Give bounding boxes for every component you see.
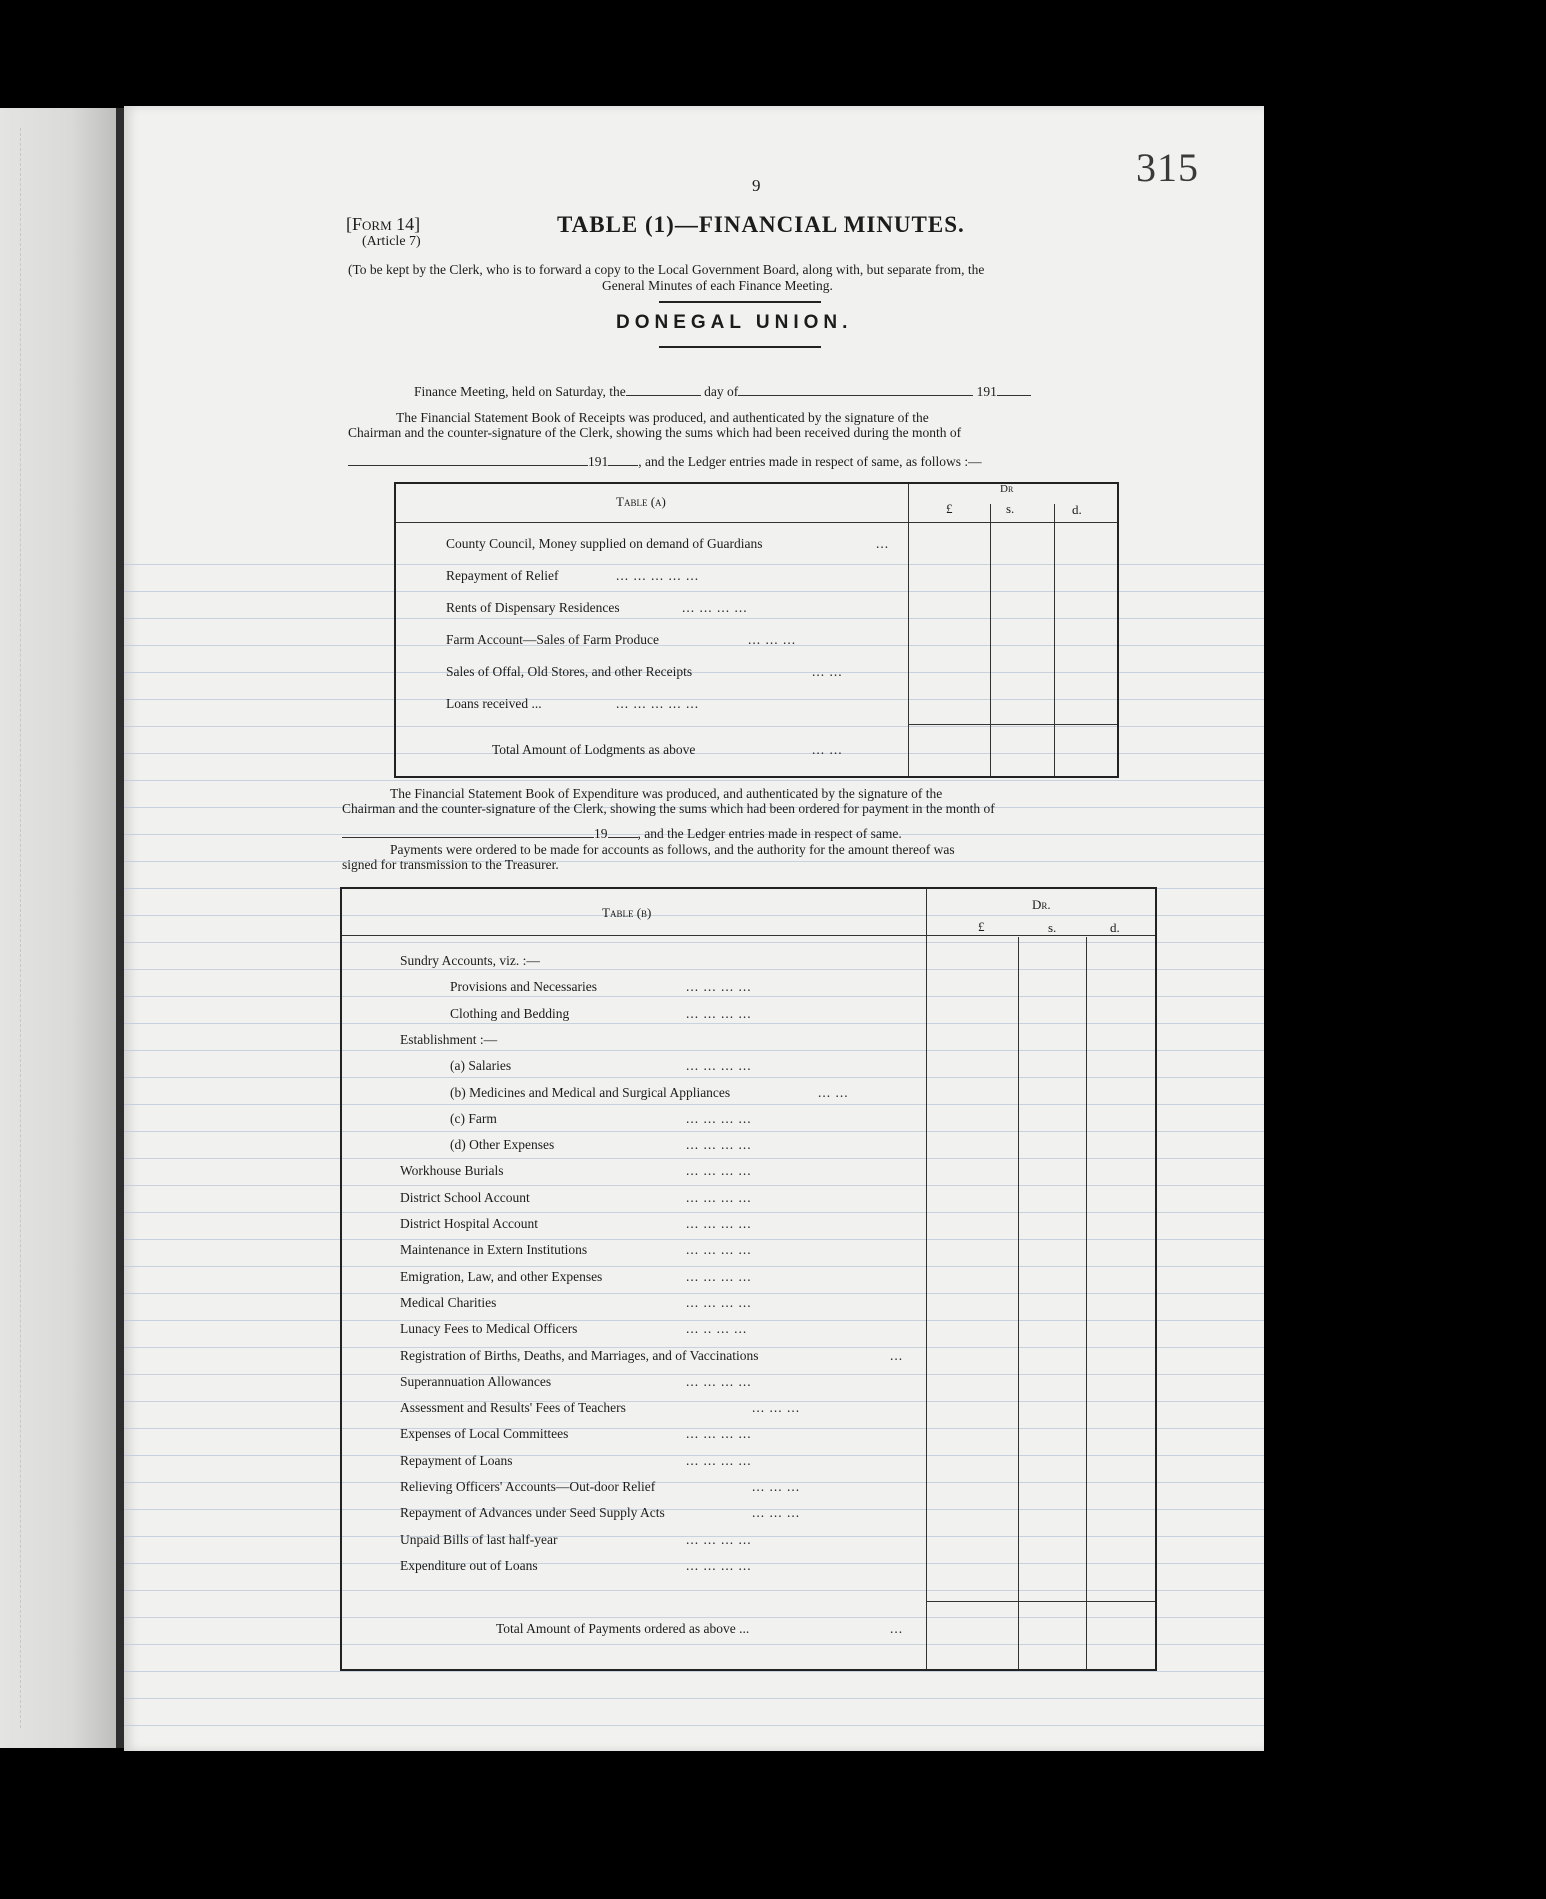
table-b-row-dots: ... ... ... ... bbox=[686, 1426, 752, 1442]
page-number: 9 bbox=[752, 176, 761, 195]
table-b-row-dots: ... ... ... ... bbox=[686, 1531, 752, 1547]
folio-number: 315 bbox=[1136, 145, 1199, 190]
table-a-divider-amount bbox=[908, 484, 909, 776]
table-b-heading: Table (b) bbox=[602, 905, 652, 920]
table-b-col-shillings: s. bbox=[1048, 920, 1057, 935]
table-a-row-label: Repayment of Relief bbox=[446, 568, 559, 583]
page-title: TABLE (1)—FINANCIAL MINUTES. bbox=[557, 212, 965, 237]
table-b-row-dots: ... .. ... ... bbox=[686, 1321, 748, 1337]
table-a-divider-shillings bbox=[990, 504, 991, 776]
instruction-note-line1: (To be kept by the Clerk, who is to forward a copy to the Local Government Board, along with, but separate from, the bbox=[348, 262, 985, 277]
article-label: (Article 7) bbox=[362, 234, 421, 249]
meeting-line bbox=[414, 384, 1031, 400]
receipts-year-blank[interactable] bbox=[608, 454, 638, 466]
table-b-row-label: (c) Farm bbox=[450, 1110, 497, 1126]
table-b bbox=[340, 887, 1157, 1671]
table-b-row-label: Establishment :— bbox=[400, 1031, 498, 1047]
table-b-row-label: Workhouse Burials bbox=[400, 1163, 504, 1179]
table-b-row-label: Unpaid Bills of last half-year bbox=[400, 1531, 558, 1547]
table-b-row-dots: ... ... ... ... bbox=[686, 1242, 752, 1258]
table-a-total-rule bbox=[908, 724, 1117, 725]
table-b-row-label: Registration of Births, Deaths, and Marriages, and of Vaccinations bbox=[400, 1347, 759, 1363]
table-b-row-dots: ... ... ... ... bbox=[686, 1268, 752, 1284]
table-a-row-dots: ... ... ... ... ... bbox=[616, 568, 700, 583]
expenditure-text-line4: Payments were ordered to be made for accounts as follows, and the authority for the amount thereof was bbox=[390, 842, 955, 857]
receipts-text-line1: The Financial Statement Book of Receipts was produced, and authenticated by the signature of the bbox=[396, 410, 929, 425]
table-b-row-label: Emigration, Law, and other Expenses bbox=[400, 1268, 603, 1284]
ruled-line bbox=[124, 1698, 1264, 1699]
table-a bbox=[394, 482, 1119, 778]
ruled-line bbox=[124, 1725, 1264, 1726]
month-blank[interactable] bbox=[738, 384, 973, 396]
expenditure-year-blank[interactable] bbox=[608, 826, 638, 838]
meeting-year: 191 bbox=[976, 384, 997, 399]
table-b-divider-shillings bbox=[1018, 937, 1019, 1669]
table-b-row-dots: ... ... ... ... bbox=[686, 979, 752, 995]
table-b-row-label: District School Account bbox=[400, 1189, 530, 1205]
table-b-row-dots: ... ... ... ... bbox=[686, 1373, 752, 1389]
ruled-line bbox=[124, 1671, 1264, 1672]
table-a-col-pence: d. bbox=[1072, 502, 1082, 517]
title-rule-bottom bbox=[659, 346, 821, 348]
instruction-note-line2: General Minutes of each Finance Meeting. bbox=[602, 278, 833, 293]
table-a-header-rule bbox=[396, 522, 1117, 523]
table-b-total-label: Total Amount of Payments ordered as above ... bbox=[496, 1621, 750, 1636]
table-b-row-label: Expenses of Local Committees bbox=[400, 1426, 569, 1442]
table-b-divider-amount bbox=[926, 889, 927, 1669]
expenditure-text-line2: Chairman and the counter-signature of the Clerk, showing the sums which had been ordered for payment in the month of bbox=[342, 801, 995, 816]
table-a-row-label: Rents of Dispensary Residences bbox=[446, 600, 620, 615]
union-name: DONEGAL UNION. bbox=[616, 312, 853, 333]
table-b-row-label: Provisions and Necessaries bbox=[450, 979, 597, 995]
facing-page-edge bbox=[0, 108, 118, 1748]
table-a-total-label: Total Amount of Lodgments as above bbox=[492, 742, 696, 757]
table-a-col-shillings: s. bbox=[1006, 501, 1015, 516]
day-blank[interactable] bbox=[626, 384, 701, 396]
table-b-row-label: Clothing and Bedding bbox=[450, 1005, 570, 1021]
table-b-row-label: Superannuation Allowances bbox=[400, 1373, 552, 1389]
table-b-row-label: District Hospital Account bbox=[400, 1216, 538, 1231]
table-b-row-dots: ... ... ... ... bbox=[686, 1137, 752, 1153]
table-b-row-dots: ... ... ... ... bbox=[686, 1189, 752, 1205]
table-b-row-dots: ... ... ... bbox=[752, 1479, 801, 1494]
expenditure-month-blank[interactable] bbox=[342, 826, 594, 838]
table-b-row-dots: ... ... ... ... bbox=[686, 1216, 752, 1231]
table-b-row-label: (a) Salaries bbox=[450, 1058, 512, 1074]
table-b-row-dots: ... ... ... ... bbox=[686, 1452, 752, 1468]
table-a-row-label: Farm Account—Sales of Farm Produce bbox=[446, 632, 659, 647]
expenditure-text-line1: The Financial Statement Book of Expenditure was produced, and authenticated by the signature of the bbox=[390, 786, 943, 801]
table-b-row-label: Relieving Officers' Accounts—Out-door Relief bbox=[400, 1479, 656, 1494]
table-a-row-label: Loans received ... bbox=[446, 696, 542, 711]
table-b-row-dots: ... ... ... ... bbox=[686, 1058, 752, 1074]
table-b-row-label: Maintenance in Extern Institutions bbox=[400, 1242, 588, 1258]
table-b-row-label: (b) Medicines and Medical and Surgical Appliances bbox=[450, 1084, 731, 1100]
table-b-row-label: Assessment and Results' Fees of Teachers bbox=[400, 1400, 626, 1416]
table-a-divider-pence bbox=[1054, 504, 1055, 776]
table-b-row-label: Lunacy Fees to Medical Officers bbox=[400, 1321, 578, 1337]
receipts-text-line3 bbox=[348, 454, 982, 470]
year-blank[interactable] bbox=[997, 384, 1031, 396]
table-b-total-dots: ... bbox=[890, 1621, 904, 1636]
table-b-divider-pence bbox=[1086, 937, 1087, 1669]
table-b-row-dots: ... ... ... ... bbox=[686, 1557, 752, 1573]
table-b-row-label: (d) Other Expenses bbox=[450, 1137, 555, 1153]
table-b-row-label: Repayment of Advances under Seed Supply Acts bbox=[400, 1505, 665, 1521]
table-b-header-rule bbox=[342, 935, 1155, 936]
table-b-row-dots: ... ... ... ... bbox=[686, 1163, 752, 1179]
table-a-dr: Dr bbox=[1000, 483, 1014, 495]
receipts-follows: , and the Ledger entries made in respect of same, as follows :— bbox=[638, 454, 982, 469]
table-b-row-dots: ... ... ... bbox=[752, 1400, 801, 1416]
table-b-row-dots: ... ... bbox=[818, 1084, 849, 1100]
table-a-row-dots: ... ... ... ... bbox=[682, 600, 748, 615]
table-a-row-label: County Council, Money supplied on demand of Guardians bbox=[446, 536, 763, 551]
expenditure-text-line3 bbox=[342, 826, 902, 842]
table-a-row-dots: ... ... ... bbox=[748, 632, 797, 647]
expenditure-ledger: , and the Ledger entries made in respect of same. bbox=[637, 826, 902, 841]
table-b-row-label: Repayment of Loans bbox=[400, 1452, 513, 1468]
receipts-text-line2: Chairman and the counter-signature of the Clerk, showing the sums which had been received during the month of bbox=[348, 425, 962, 440]
ruled-line bbox=[124, 780, 1264, 781]
ruled-line bbox=[124, 861, 1264, 862]
table-a-total-dots: ... ... bbox=[812, 742, 843, 757]
document-page bbox=[124, 106, 1264, 1751]
table-b-dr: Dr. bbox=[1032, 897, 1051, 912]
receipts-year: 191 bbox=[588, 454, 609, 469]
expenditure-text-line5: signed for transmission to the Treasurer. bbox=[342, 857, 559, 872]
table-b-col-pence: d. bbox=[1110, 920, 1120, 935]
table-b-col-pounds: £ bbox=[978, 919, 985, 934]
table-b-row-dots: ... ... ... ... bbox=[686, 1110, 752, 1126]
table-b-row-label: Medical Charities bbox=[400, 1294, 497, 1310]
table-a-row-dots: ... bbox=[876, 536, 890, 551]
table-a-heading: Table (a) bbox=[616, 494, 666, 509]
table-a-row-label: Sales of Offal, Old Stores, and other Receipts bbox=[446, 664, 693, 679]
table-a-row-dots: ... ... ... ... ... bbox=[616, 696, 700, 711]
receipts-month-blank[interactable] bbox=[348, 454, 588, 466]
table-b-row-dots: ... ... ... ... bbox=[686, 1005, 752, 1021]
table-b-row-label: Expenditure out of Loans bbox=[400, 1557, 538, 1573]
table-b-row-dots: ... bbox=[890, 1347, 904, 1363]
meeting-prefix: Finance Meeting, held on Saturday, the bbox=[414, 384, 626, 399]
table-b-row-dots: ... ... ... ... bbox=[686, 1294, 752, 1310]
table-a-col-pounds: £ bbox=[946, 501, 953, 516]
table-b-row-label: Sundry Accounts, viz. :— bbox=[400, 953, 540, 968]
table-a-row-dots: ... ... bbox=[812, 664, 843, 679]
title-rule-top bbox=[659, 301, 821, 303]
table-b-row-dots: ... ... ... bbox=[752, 1505, 801, 1521]
form-label: [Form 14] bbox=[346, 214, 421, 234]
expenditure-year: 19 bbox=[594, 826, 608, 841]
table-b-total-rule bbox=[926, 1601, 1155, 1602]
meeting-day-of: day of bbox=[704, 384, 739, 399]
